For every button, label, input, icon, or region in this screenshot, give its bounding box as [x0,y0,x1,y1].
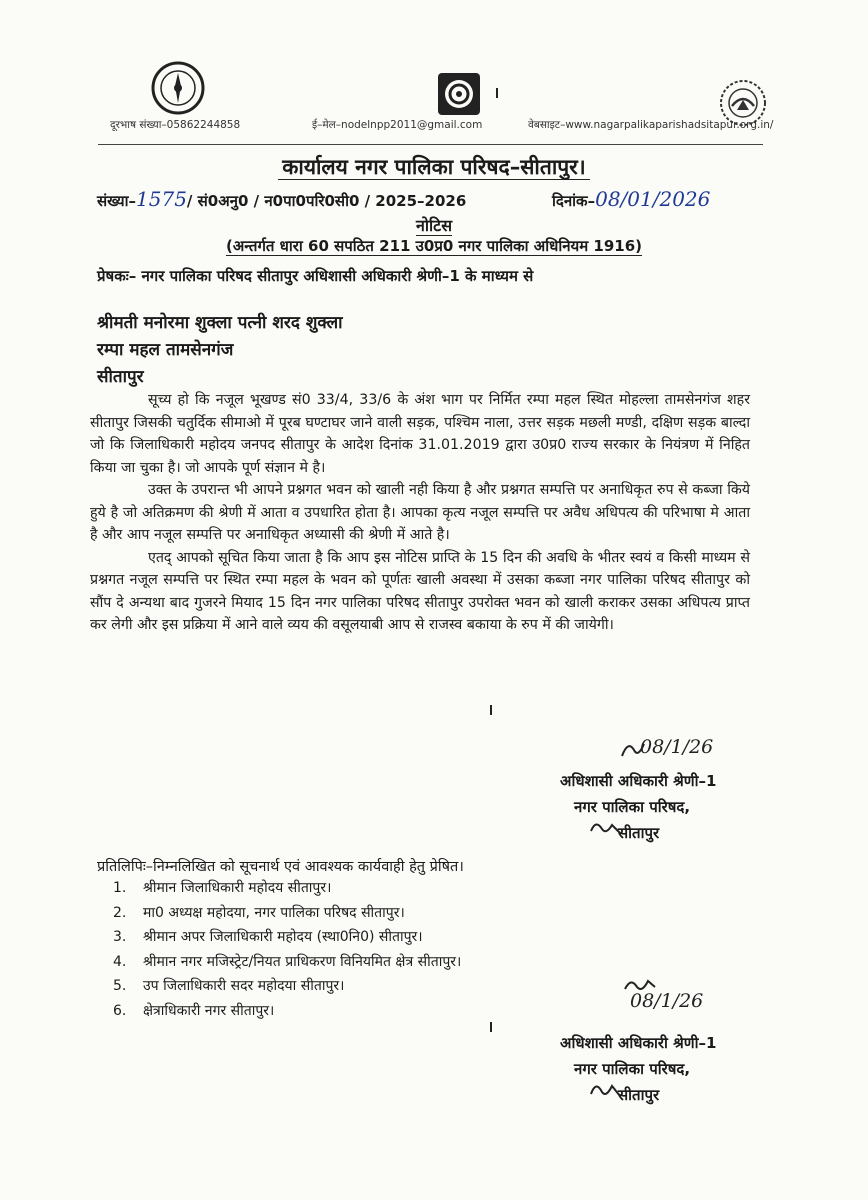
notice-body [90,389,750,637]
initials-scribble-icon [588,1076,624,1104]
scan-mark [496,88,498,98]
copy-to-item: 5. उप जिलाधिकारी सदर महोदया सीतापुर। [113,978,345,995]
initials-scribble-icon [588,815,624,841]
copy-to-item: 1. श्रीमान जिलाधिकारी महोदय सीतापुर। [113,880,332,896]
signature-handwritten-date: 08/1/26 [630,990,704,1012]
reference-date [552,187,710,211]
body-paragraph-3: एतद् आपको सूचित किया जाता है कि आप इस नोटिस प्राप्ति के 15 दिन की अवधि के भीतर स्वयं व किसी माध्यम से प्रश्नगत नजूल सम्पत्ति पर स्थित रम्पा महल के भवन को पूर्णतः खाली अवस्था में उसका कब्जा नगर पालिका परिषद सीतापुर को सौंप दे अन्यथा बाद गुजरने मियाद 15 दिन नगर पालिका परिषद सीतापुर उपरोक्त भवन को खाली कराकर उसका अधिपत्य प्राप्त कर लेगी और इस प्रक्रिया में आने वाले व्यय की वसूलयाबी आप से राजस्व बकाया के रुप में की जायेगी। [90,549,750,633]
date-handwritten: 08/01/2026 [595,187,711,211]
scan-mark [490,705,492,715]
body-paragraph-2: उक्त के उपरान्त भी आपने प्रश्नगत भवन को खाली नही किया है और प्रश्नगत सम्पत्ति पर अनाधिकृत रुप से कब्जा किये हुये है जो अतिक्रमण की श्रेणी में आता व उपधारित होता है। आपका कृत्य नजूल सम्पत्ति पर अवैध अधिपत्य की परिभाषा मे आता है और आप नजूल सम्पत्ति पर अनाधिकृत अध्यासी की श्रेणी में आते है। [90,482,750,543]
signatory-city: सीतापुर [618,824,660,842]
signature-scribble-icon [618,736,648,764]
reference-prefix: संख्या– [97,192,137,210]
signatory-office: नगर पालिका परिषद, [574,1060,691,1078]
signature-block-2 [560,1030,716,1108]
sender-line: प्रेषकः– नगर पालिका परिषद सीतापुर अधिशासी अधिकारी श्रेणी–1 के माध्यम से [97,267,534,285]
header-divider [98,144,763,145]
copy-to-item: 4. श्रीमान नगर मजिस्ट्रेट/नियत प्राधिकरण विनियमित क्षेत्र सीतापुर। [113,953,462,970]
signature-block-1 [560,768,716,846]
copy-to-heading: प्रतिलिपिः–निम्नलिखित को सूचनार्थ एवं आवश्यक कार्यवाही हेतु प्रेषित। [97,859,464,875]
signatory-city: सीतापुर [618,1086,660,1104]
email-label: ई–मेल–nodelnpp2011@gmail.com [312,119,483,131]
phone-label: दूरभाष संख्या–05862244858 [110,119,241,131]
copy-to-item: 6. क्षेत्राधिकारी नगर सीतापुर। [113,1002,275,1019]
signatory-designation: अधिशासी अधिकारी श्रेणी–1 [560,1034,717,1052]
reference-rest: / सं0अनु0 / न0पा0परि0सी0 / 2025–2026 [186,192,467,210]
copy-to-item: 3. श्रीमान अपर जिलाधिकारी महोदय (स्था0नि0) सीतापुर। [113,929,423,946]
copy-to-list [113,876,461,1024]
recipient-name: श्रीमती मनोरमा शुक्ला पत्नी शरद शुक्ला [97,313,343,333]
copy-to-item: 2. मा0 अध्यक्ष महोदया, नगर पालिका परिषद सीतापुर। [113,904,405,921]
office-title: कार्यालय नगर पालिका परिषद–सीतापुर। [278,155,589,180]
signatory-office: नगर पालिका परिषद, [574,798,691,816]
signature-handwritten-date: 08/1/26 [640,736,714,758]
recipient-city: सीतापुर [97,367,144,387]
body-paragraph-1: सूच्य हो कि नजूल भूखण्ड सं0 33/4, 33/6 के अंश भाग पर निर्मित रम्पा महल स्थित मोहल्ला तामसेनगंज शहर सीतापुर जिसकी चतुर्दिक सीमाओ में पूरब घण्टाघर जाने वाली सड़क, पश्चिम नाला, उत्तर सड़क मछली मण्डी, दक्षिण सड़क बाल्दा जो कि जिलाधिकारी महोदय जनपद सीतापुर के आदेश दिनांक 31.01.2019 द्वारा उ0प्र0 राज्य सरकार के नियंत्रण में निहित किया जा चुका है। जो आपके पूर्ण संज्ञान मे है। [90,392,750,476]
signatory-designation: अधिशासी अधिकारी श्रेणी–1 [560,772,717,790]
reference-handwritten-number: 1575 [136,187,187,211]
recipient-address: रम्पा महल तामसेनगंज [97,340,234,360]
date-label: दिनांक– [552,192,596,210]
notice-subtitle: (अन्तर्गत धारा 60 सपठित 211 उ0प्र0 नगर पालिका अधिनियम 1916) [225,237,643,255]
notice-title: नोटिस [415,216,453,235]
municipal-emblem-icon [150,60,206,116]
reference-number [97,187,466,211]
state-emblem-icon [435,70,483,118]
scan-mark [490,1022,492,1032]
website-label: वेबसाइट–www.nagarpalikaparishadsitapur.org.in/ [528,119,774,131]
